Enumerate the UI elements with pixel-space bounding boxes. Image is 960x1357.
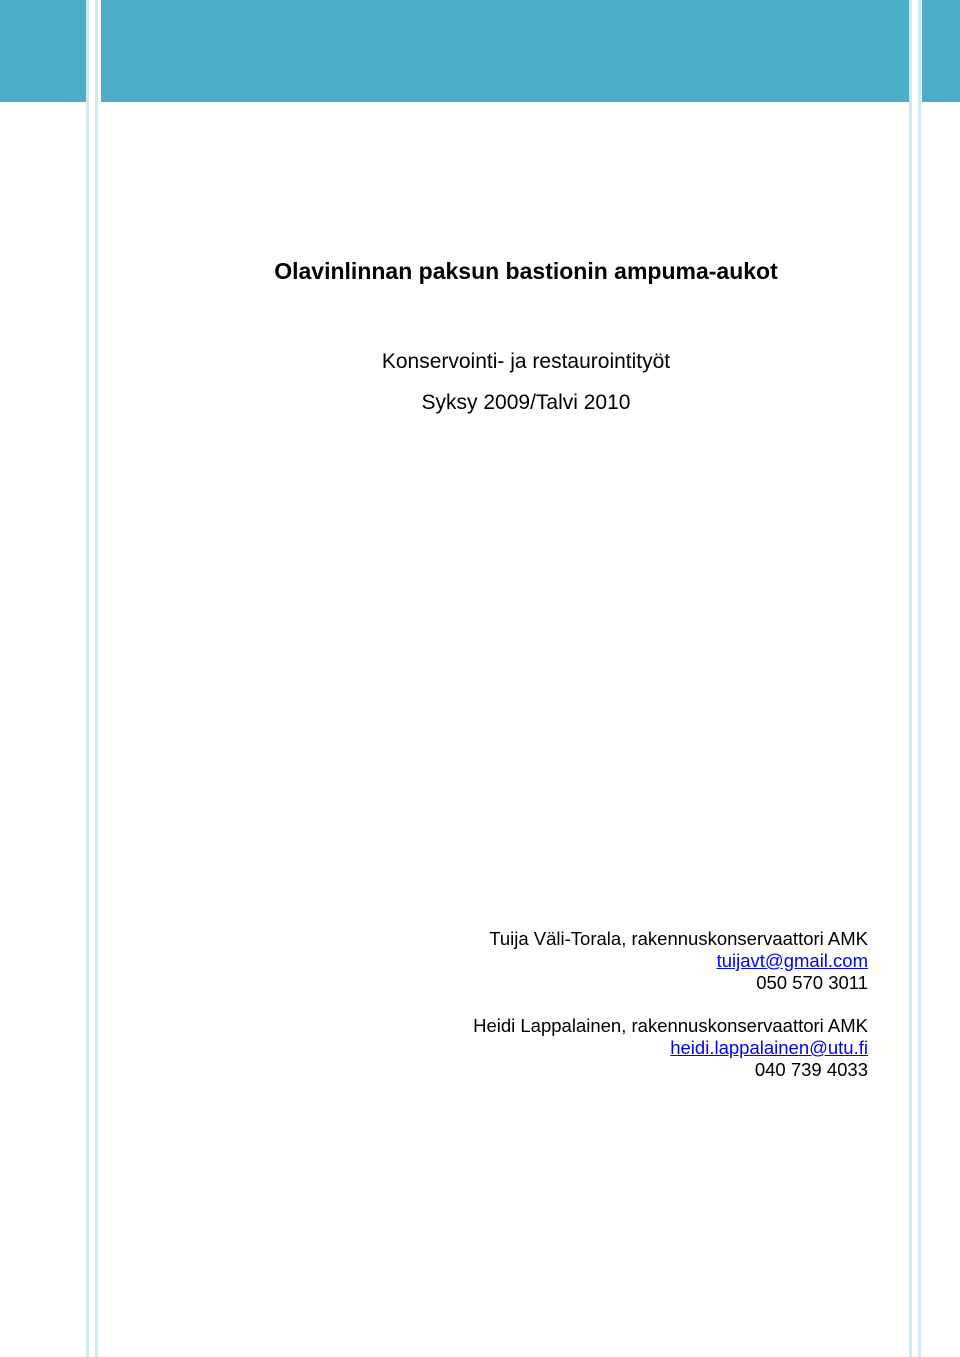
contact-phone: 050 570 3011	[756, 972, 868, 993]
left-border-rule	[86, 0, 89, 1357]
left-inner-rule	[95, 0, 98, 1357]
contact-block	[473, 928, 868, 994]
right-border-rule	[918, 0, 921, 1357]
contact-phone: 040 739 4033	[754, 1059, 868, 1080]
contact-name: Tuija Väli-Torala, rakennuskonservaattori AMK	[489, 928, 868, 949]
contact-email-link[interactable]: tuijavt@gmail.com	[716, 950, 868, 971]
contact-block	[473, 1015, 868, 1081]
contact-email-link[interactable]: heidi.lappalainen@utu.fi	[670, 1037, 868, 1058]
document-period: Syksy 2009/Talvi 2010	[421, 391, 631, 414]
header-band-left	[0, 0, 86, 102]
contact-name: Heidi Lappalainen, rakennuskonservaattori AMK	[473, 1015, 868, 1036]
right-inner-rule	[909, 0, 912, 1357]
document-subtitle: Konservointi- ja restaurointityöt	[381, 350, 671, 373]
author-contacts	[473, 928, 868, 1102]
header-band-right	[922, 0, 960, 102]
header-band-center	[101, 0, 909, 102]
document-title: Olavinlinnan paksun bastionin ampuma-aukot	[274, 258, 778, 284]
